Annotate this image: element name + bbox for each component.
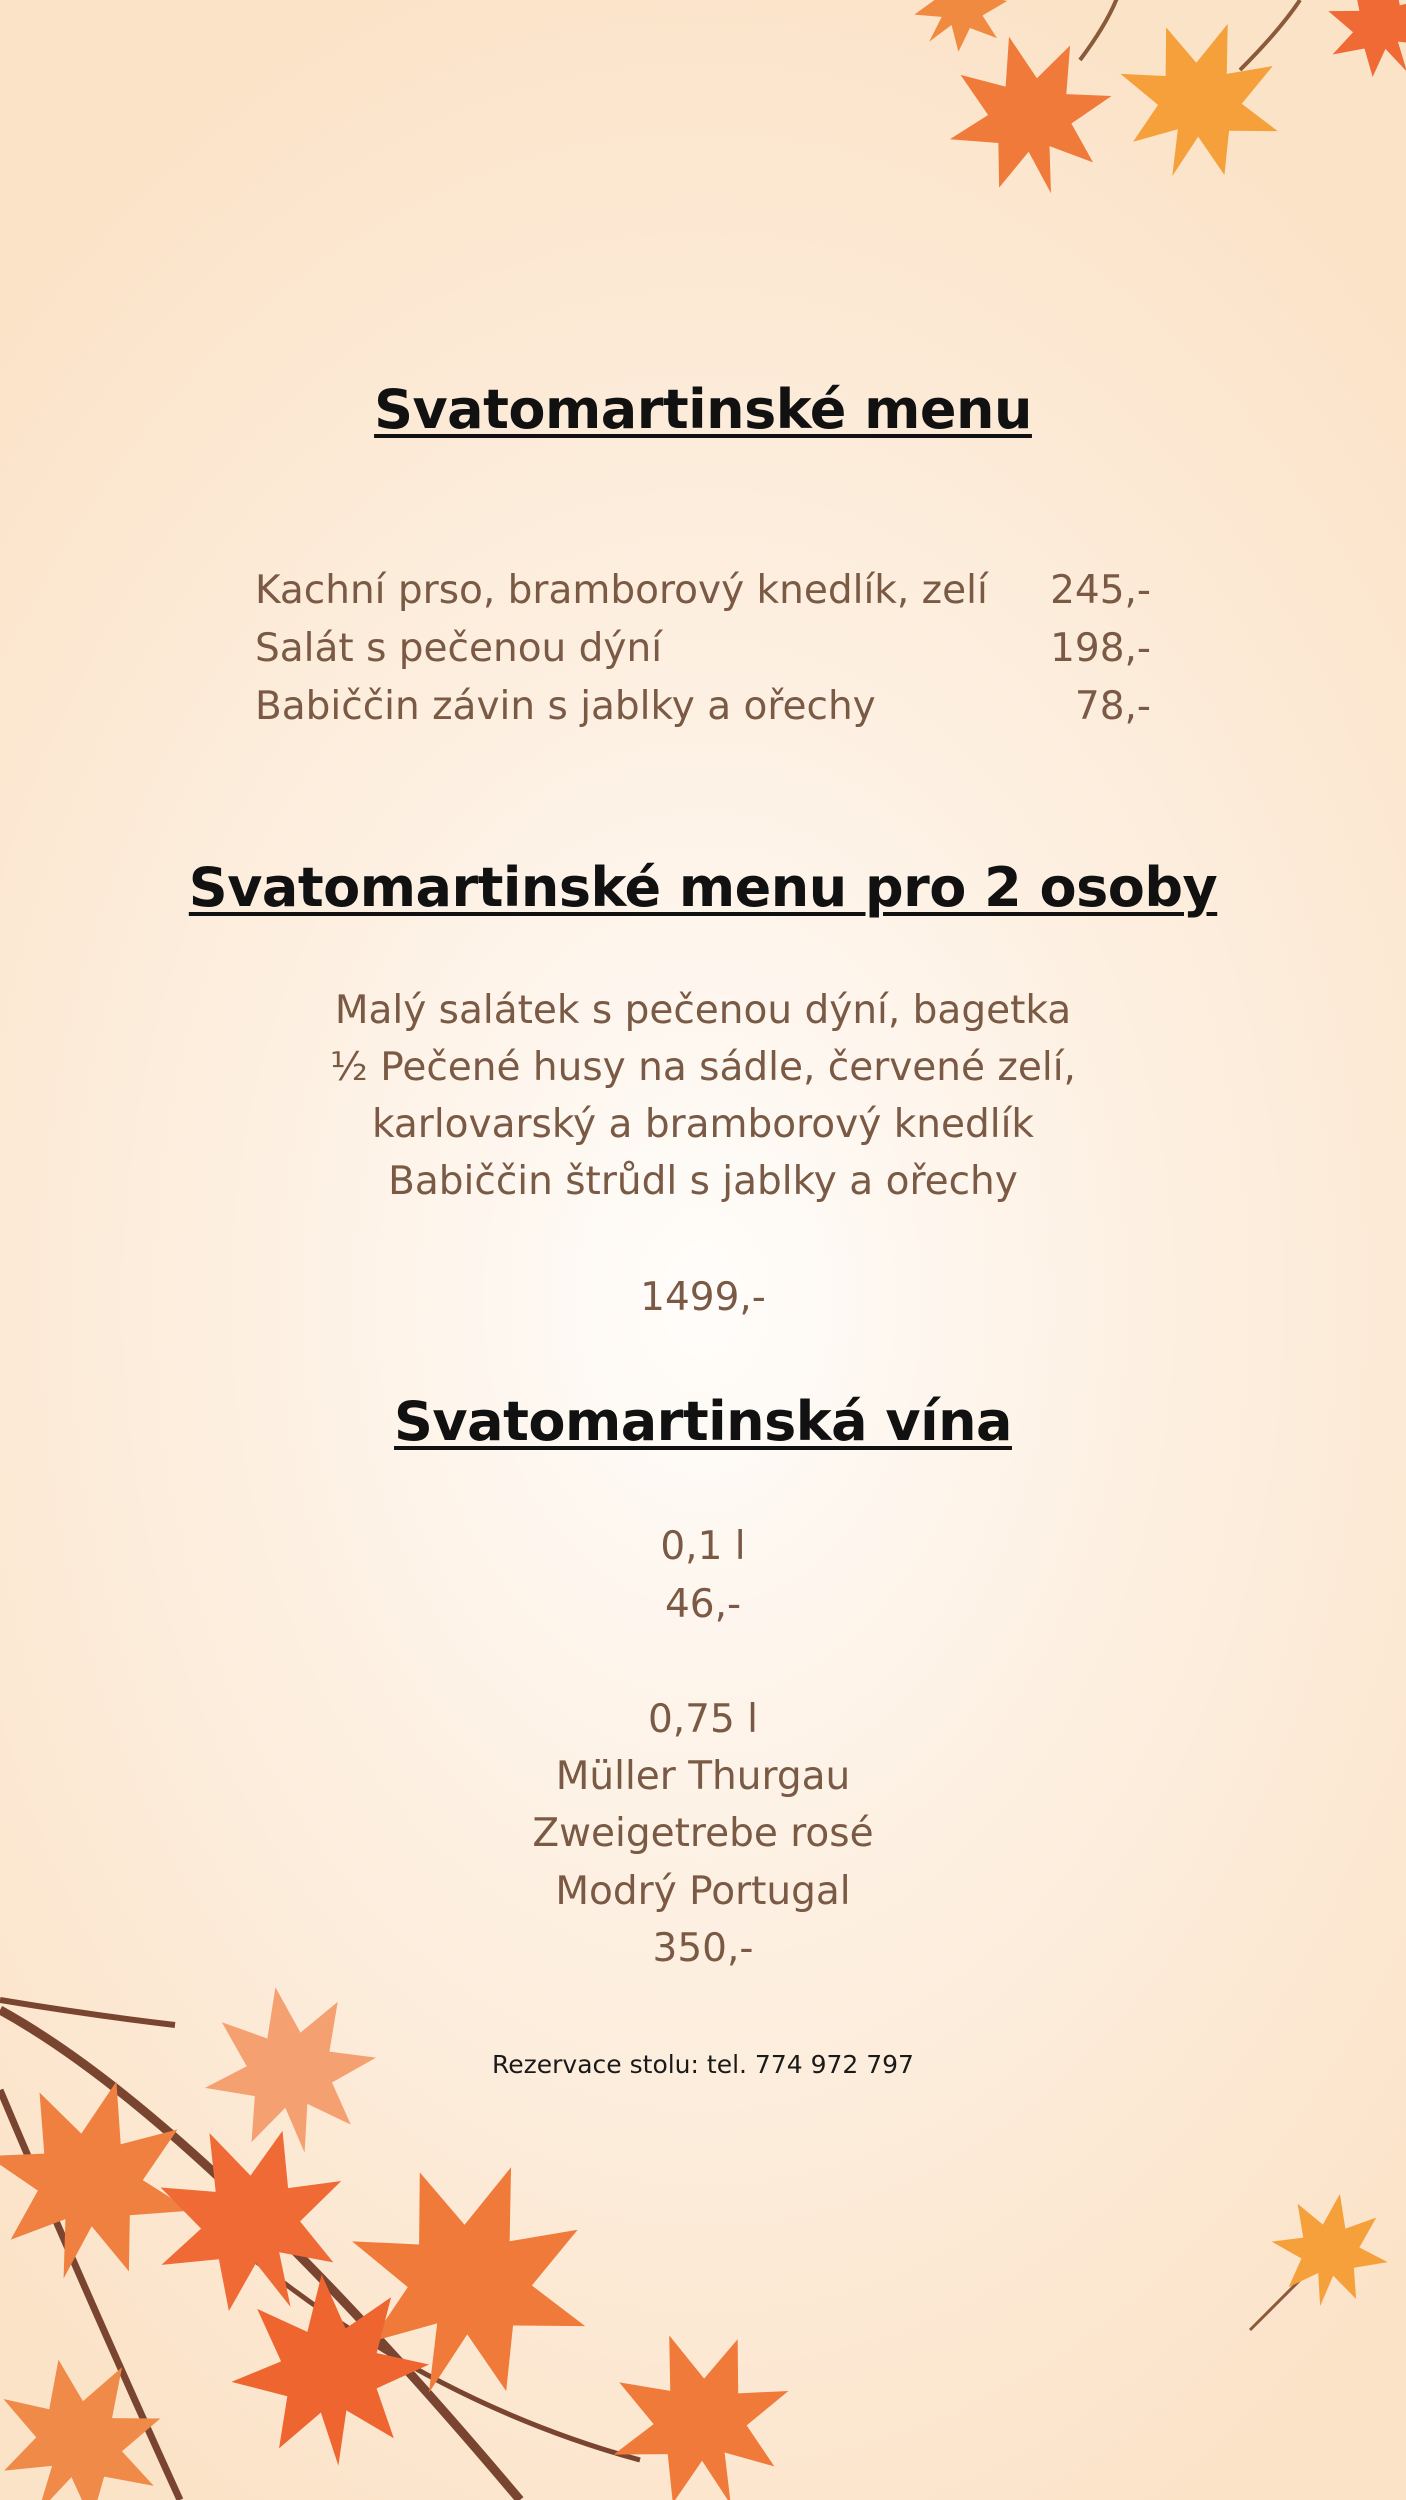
section1-title: Svatomartinské menu (374, 378, 1032, 441)
menu-item (255, 626, 1151, 676)
menu-item-name: Babiččin závin s jablky a ořechy (255, 684, 876, 729)
wine-large-price: 350,- (652, 1926, 754, 1971)
menu-line: karlovarský a bramborový knedlík (371, 1102, 1035, 1147)
section3-title: Svatomartinská vína (394, 1390, 1012, 1453)
section2-price: 1499,- (640, 1275, 766, 1320)
menu-item-price: 198,- (1050, 626, 1151, 671)
menu-item (255, 568, 1151, 618)
wine-name: Müller Thurgau (555, 1754, 851, 1799)
menu-item (255, 684, 1151, 734)
wine-small-price: 46,- (664, 1582, 742, 1627)
reservation-note: Rezervace stolu: tel. 774 972 797 (492, 2050, 914, 2079)
menu-item-price: 245,- (1050, 568, 1151, 613)
menu-line: ½ Pečené husy na sádle, červené zelí, (330, 1045, 1076, 1090)
menu-item-price: 78,- (1074, 684, 1151, 729)
wine-name: Modrý Portugal (555, 1869, 851, 1914)
menu-item-name: Salát s pečenou dýní (255, 626, 663, 671)
section2-title: Svatomartinské menu pro 2 osoby (188, 856, 1218, 919)
wine-small-volume: 0,1 l (660, 1524, 746, 1569)
menu-line: Malý salátek s pečenou dýní, bagetka (334, 988, 1072, 1033)
wine-large-volume: 0,75 l (647, 1697, 759, 1742)
menu-line: Babiččin štrůdl s jablky a ořechy (388, 1159, 1018, 1204)
menu-item-name: Kachní prso, bramborový knedlík, zelí (255, 568, 988, 613)
wine-name: Zweigetrebe rosé (532, 1811, 874, 1856)
